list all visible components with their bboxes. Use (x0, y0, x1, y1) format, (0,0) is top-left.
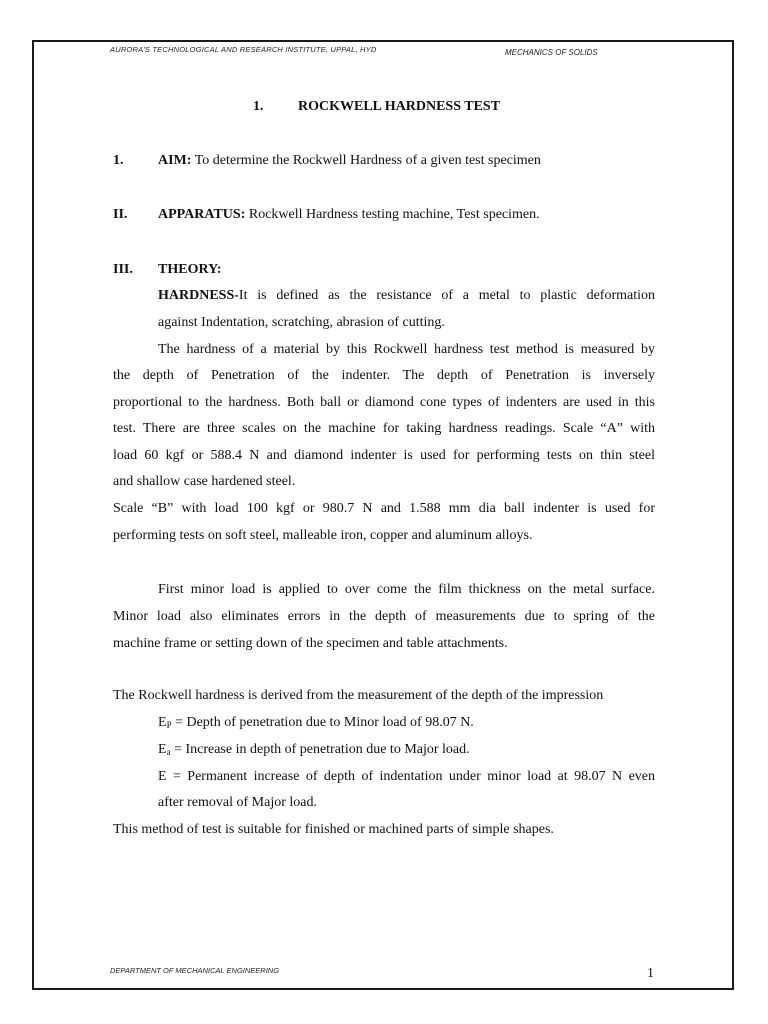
p3-line-3: machine frame or setting down of the specimen and table attachments. (113, 636, 508, 651)
hardness-line-1: HARDNESS-It is defined as the resistance of a metal to plastic deformation (158, 288, 655, 303)
aim-text: To determine the Rockwell Hardness of a given test specimen (194, 153, 541, 168)
title-text: ROCKWELL HARDNESS TEST (298, 99, 501, 114)
aim-line (158, 153, 541, 169)
header-subject: MECHANICS OF SOLIDS (505, 48, 598, 57)
p1-line-1: The hardness of a material by this Rockwell hardness test method is measured by (158, 342, 655, 357)
p1-line-4: test. There are three scales on the machine for taking hardness readings. Scale “A” with (113, 421, 655, 436)
p1-line-6: and shallow case hardened steel. (113, 474, 296, 489)
footer-department: DEPARTMENT OF MECHANICAL ENGINEERING (110, 966, 280, 975)
p1-line-5: load 60 kgf or 588.4 N and diamond indenter is used for performing tests on thin steel (113, 448, 655, 463)
hardness-line-2: against Indentation, scratching, abrasion of cutting. (158, 315, 445, 330)
apparatus-number: II. (113, 207, 128, 222)
ea-definition: $E_a$ = Increase in depth of penetration due to Major load. (158, 742, 470, 757)
p3-line-2: Minor load also eliminates errors in the depth of measurements due to spring of the (113, 609, 655, 624)
apparatus-text: Rockwell Hardness testing machine, Test specimen. (248, 207, 540, 222)
theory-label: THEORY: (158, 262, 222, 277)
p1-line-2: the depth of Penetration of the indenter. The depth of Penetration is inversely (113, 368, 655, 383)
hardness-label: HARDNESS- (158, 288, 239, 303)
apparatus-label: APPARATUS: (158, 207, 246, 222)
p2-line-2: performing tests on soft steel, malleable iron, copper and aluminum alloys. (113, 528, 533, 543)
apparatus-line (158, 207, 540, 223)
page-number: 1 (647, 966, 654, 981)
aim-number: 1. (113, 153, 124, 168)
e-definition-line-1: E = Permanent increase of depth of indentation under minor load at 98.07 N even (158, 769, 655, 784)
aim-label: AIM: (158, 153, 192, 168)
p1-line-3: proportional to the hardness. Both ball or diamond cone types of indenters are used in this (113, 395, 655, 410)
theory-number: III. (113, 262, 133, 277)
ep-definition: $E_P$ = Depth of penetration due to Minor load of 98.07 N. (158, 715, 474, 730)
e-definition-line-2: after removal of Major load. (158, 795, 317, 810)
title-number: 1. (253, 99, 264, 114)
suitability-line: This method of test is suitable for finished or machined parts of simple shapes. (113, 822, 554, 837)
p3-line-1: First minor load is applied to over come the film thickness on the metal surface. (158, 582, 655, 597)
header-institute: AURORA'S TECHNOLOGICAL AND RESEARCH INSTITUTE, UPPAL, HYD (110, 45, 377, 54)
p4-line-1: The Rockwell hardness is derived from the measurement of the depth of the impression (113, 688, 604, 703)
p2-line-1: Scale “B” with load 100 kgf or 980.7 N and 1.588 mm dia ball indenter is used for (113, 501, 655, 516)
